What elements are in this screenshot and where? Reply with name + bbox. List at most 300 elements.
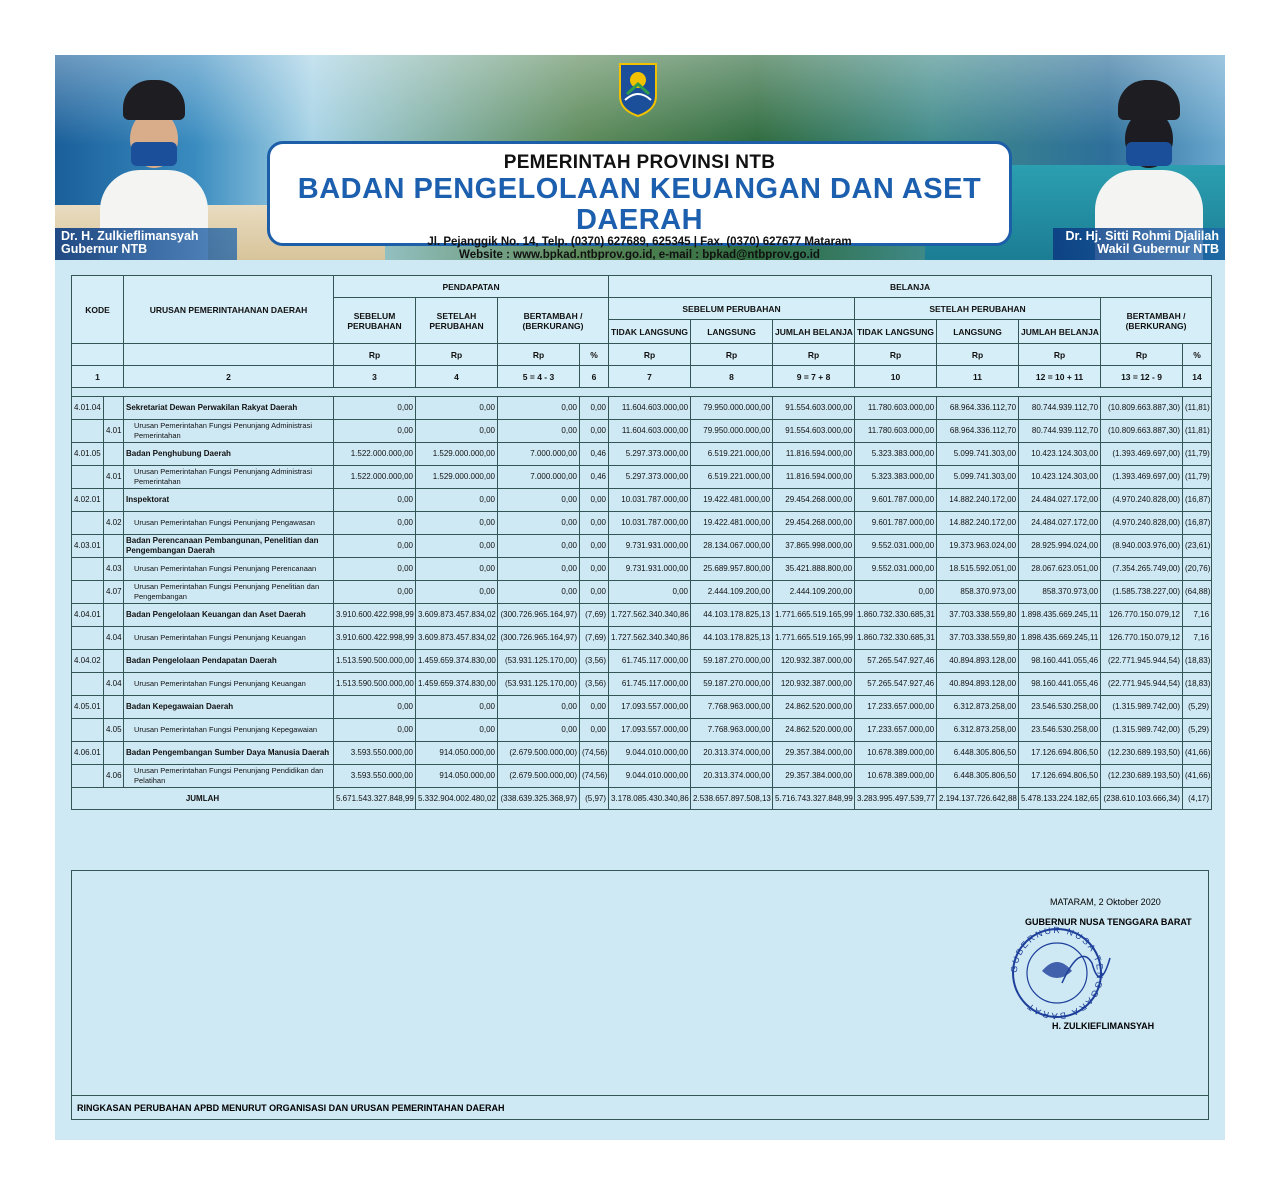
urusan-row xyxy=(72,673,1212,696)
value-cell: 20.313.374.000,00 xyxy=(691,742,773,765)
value-cell: 1.529.000.000,00 xyxy=(416,443,498,466)
spacer-cell xyxy=(72,388,1212,397)
value-cell: 9.731.931.000,00 xyxy=(609,535,691,558)
urusan-name-cell: Urusan Pemerintahan Fungsi Penunjang Administrasi Pemerintahan xyxy=(124,420,334,443)
value-cell: (22.771.945.944,54) xyxy=(1101,650,1183,673)
value-cell: (18,83) xyxy=(1183,650,1212,673)
value-cell: 914.050.000,00 xyxy=(416,765,498,788)
value-cell: 57.265.547.927,46 xyxy=(855,673,937,696)
value-cell: 2.444.109.200,00 xyxy=(773,581,855,604)
organization-row xyxy=(72,535,1212,558)
col-number: 1 xyxy=(72,366,124,388)
value-cell: 0,00 xyxy=(580,558,609,581)
value-cell: 17.093.557.000,00 xyxy=(609,696,691,719)
value-cell: 1.860.732.330.685,31 xyxy=(855,604,937,627)
value-cell: 29.454.268.000,00 xyxy=(773,512,855,535)
page xyxy=(55,55,1225,1140)
total-cell: 5.478.133.224.182,65 xyxy=(1019,788,1101,810)
organization-row xyxy=(72,604,1212,627)
header-pendapatan: PENDAPATAN xyxy=(334,276,609,298)
value-cell: 10.031.787.000,00 xyxy=(609,512,691,535)
value-cell: (1.315.989.742,00) xyxy=(1101,719,1183,742)
total-cell: (5,97) xyxy=(580,788,609,810)
kode-cell: 4.05.01 xyxy=(72,696,104,719)
unit-rp: Rp xyxy=(1101,344,1183,366)
value-cell: 6.312.873.258,00 xyxy=(937,719,1019,742)
value-cell: 914.050.000,00 xyxy=(416,742,498,765)
organization-row xyxy=(72,650,1212,673)
sub-kode-cell xyxy=(104,535,124,558)
urusan-name-cell: Urusan Pemerintahan Fungsi Penunjang Kepegawaian xyxy=(124,719,334,742)
value-cell: 11.604.603.000,00 xyxy=(609,420,691,443)
value-cell: 25.689.957.800,00 xyxy=(691,558,773,581)
unit-rp: Rp xyxy=(937,344,1019,366)
value-cell: (300.726.965.164,97) xyxy=(498,604,580,627)
value-cell: 1.727.562.340.340,86 xyxy=(609,627,691,650)
value-cell: 7.768.963.000,00 xyxy=(691,696,773,719)
value-cell: 24.862.520.000,00 xyxy=(773,696,855,719)
header-tidak-langsung-1: TIDAK LANGSUNG xyxy=(609,320,691,344)
value-cell: 10.678.389.000,00 xyxy=(855,765,937,788)
value-cell: 0,00 xyxy=(498,581,580,604)
total-label: JUMLAH xyxy=(72,788,334,810)
value-cell: 0,00 xyxy=(609,581,691,604)
sub-kode-cell xyxy=(104,489,124,512)
kode-cell: 4.01.05 xyxy=(72,443,104,466)
value-cell: 0,00 xyxy=(498,558,580,581)
value-cell: 0,00 xyxy=(334,581,416,604)
value-cell: (7,69) xyxy=(580,627,609,650)
col-number: 8 xyxy=(691,366,773,388)
col-number: 14 xyxy=(1183,366,1212,388)
value-cell: 6.448.305.806,50 xyxy=(937,742,1019,765)
ntb-logo-icon xyxy=(617,60,659,118)
value-cell: (18,83) xyxy=(1183,673,1212,696)
urusan-row xyxy=(72,466,1212,489)
value-cell: 23.546.530.258,00 xyxy=(1019,696,1101,719)
value-cell: 1.898.435.669.245,11 xyxy=(1019,627,1101,650)
col-number: 4 xyxy=(416,366,498,388)
value-cell: 0,00 xyxy=(498,719,580,742)
total-row xyxy=(72,788,1212,810)
value-cell: 19.422.481.000,00 xyxy=(691,512,773,535)
value-cell: 10.678.389.000,00 xyxy=(855,742,937,765)
value-cell: 0,00 xyxy=(855,581,937,604)
value-cell: 6.519.221.000,00 xyxy=(691,443,773,466)
value-cell: 6.312.873.258,00 xyxy=(937,696,1019,719)
header-belanja: BELANJA xyxy=(609,276,1212,298)
value-cell: 98.160.441.055,46 xyxy=(1019,650,1101,673)
value-cell: 29.357.384.000,00 xyxy=(773,742,855,765)
total-cell: 2.194.137.726.642,88 xyxy=(937,788,1019,810)
urusan-name-cell: Urusan Pemerintahan Fungsi Penunjang Keuangan xyxy=(124,673,334,696)
value-cell: 126.770.150.079,12 xyxy=(1101,604,1183,627)
urusan-row xyxy=(72,719,1212,742)
header-belanja-bertambah: BERTAMBAH / (BERKURANG) xyxy=(1101,298,1212,344)
value-cell: 3.609.873.457.834,02 xyxy=(416,604,498,627)
value-cell: 17.126.694.806,50 xyxy=(1019,765,1101,788)
value-cell: 68.964.336.112,70 xyxy=(937,397,1019,420)
value-cell: 0,00 xyxy=(334,397,416,420)
sub-kode-cell: 4.01 xyxy=(104,420,124,443)
unit-rp: Rp xyxy=(691,344,773,366)
value-cell: (12.230.689.193,50) xyxy=(1101,742,1183,765)
value-cell: 29.357.384.000,00 xyxy=(773,765,855,788)
value-cell: 0,00 xyxy=(334,535,416,558)
value-cell: 0,00 xyxy=(498,489,580,512)
value-cell: 19.422.481.000,00 xyxy=(691,489,773,512)
governor-nametag xyxy=(55,228,237,260)
value-cell: 23.546.530.258,00 xyxy=(1019,719,1101,742)
header-belanja-setelah: SETELAH PERUBAHAN xyxy=(855,298,1101,320)
value-cell: 3.910.600.422.998,99 xyxy=(334,604,416,627)
value-cell: 126.770.150.079,12 xyxy=(1101,627,1183,650)
value-cell: 0,00 xyxy=(580,696,609,719)
value-cell: (53.931.125.170,00) xyxy=(498,673,580,696)
value-cell: 10.423.124.303,00 xyxy=(1019,466,1101,489)
kode-cell xyxy=(72,719,104,742)
agency-address: Jl. Pejanggik No. 14, Telp. (0370) 627689, 625345 | Fax. (0370) 627677 Mataram xyxy=(427,236,852,248)
urusan-row xyxy=(72,420,1212,443)
total-cell: 2.538.657.897.508,13 xyxy=(691,788,773,810)
col-number: 9 = 7 + 8 xyxy=(773,366,855,388)
budget-table-wrapper xyxy=(71,275,1209,868)
value-cell: 0,46 xyxy=(580,466,609,489)
value-cell: 3.910.600.422.998,99 xyxy=(334,627,416,650)
value-cell: 0,00 xyxy=(416,535,498,558)
header-pendapatan-setelah: SETELAH PERUBAHAN xyxy=(416,298,498,344)
value-cell: (74,56) xyxy=(580,765,609,788)
header-belanja-sebelum: SEBELUM PERUBAHAN xyxy=(609,298,855,320)
value-cell: (8.940.003.976,00) xyxy=(1101,535,1183,558)
total-cell: 3.178.085.430.340,86 xyxy=(609,788,691,810)
unit-rp: Rp xyxy=(334,344,416,366)
value-cell: (1.315.989.742,00) xyxy=(1101,696,1183,719)
urusan-row xyxy=(72,581,1212,604)
organization-row xyxy=(72,443,1212,466)
sub-kode-cell xyxy=(104,604,124,627)
value-cell: 40.894.893.128,00 xyxy=(937,650,1019,673)
kode-cell xyxy=(72,466,104,489)
unit-rp: Rp xyxy=(498,344,580,366)
value-cell: 28.134.067.000,00 xyxy=(691,535,773,558)
total-cell: (338.639.325.368,97) xyxy=(498,788,580,810)
value-cell: (1.393.469.697,00) xyxy=(1101,443,1183,466)
sub-kode-cell: 4.01 xyxy=(104,466,124,489)
value-cell: 18.515.592.051,00 xyxy=(937,558,1019,581)
value-cell: 3.609.873.457.834,02 xyxy=(416,627,498,650)
urusan-name-cell: Urusan Pemerintahan Fungsi Penunjang Pendidikan dan Pelatihan xyxy=(124,765,334,788)
total-cell: 5.671.543.327.848,99 xyxy=(334,788,416,810)
sub-kode-cell: 4.03 xyxy=(104,558,124,581)
unit-urusan xyxy=(124,344,334,366)
value-cell: (5,29) xyxy=(1183,719,1212,742)
value-cell: 35.421.888.800,00 xyxy=(773,558,855,581)
urusan-name-cell: Badan Perencanaan Pembangunan, Penelitian dan Pengembangan Daerah xyxy=(124,535,334,558)
value-cell: 5.323.383.000,00 xyxy=(855,466,937,489)
value-cell: 20.313.374.000,00 xyxy=(691,765,773,788)
sub-kode-cell xyxy=(104,742,124,765)
urusan-name-cell: Urusan Pemerintahan Fungsi Penunjang Penelitian dan Pengembangan xyxy=(124,581,334,604)
value-cell: 0,00 xyxy=(498,535,580,558)
sub-kode-cell: 4.02 xyxy=(104,512,124,535)
urusan-name-cell: Badan Pengelolaan Keuangan dan Aset Daerah xyxy=(124,604,334,627)
kode-cell: 4.01.04 xyxy=(72,397,104,420)
unit-rp: Rp xyxy=(416,344,498,366)
sub-kode-cell xyxy=(104,443,124,466)
table-body xyxy=(72,397,1212,788)
value-cell: 5.099.741.303,00 xyxy=(937,443,1019,466)
value-cell: 858.370.973,00 xyxy=(937,581,1019,604)
col-number: 11 xyxy=(937,366,1019,388)
value-cell: 29.454.268.000,00 xyxy=(773,489,855,512)
value-cell: 7,16 xyxy=(1183,627,1212,650)
value-cell: (7.354.265.749,00) xyxy=(1101,558,1183,581)
value-cell: (12.230.689.193,50) xyxy=(1101,765,1183,788)
unit-kode xyxy=(72,344,124,366)
value-cell: (1.585.738.227,00) xyxy=(1101,581,1183,604)
value-cell: 0,00 xyxy=(580,719,609,742)
urusan-row xyxy=(72,765,1212,788)
value-cell: 120.932.387.000,00 xyxy=(773,673,855,696)
sub-kode-cell: 4.04 xyxy=(104,673,124,696)
value-cell: 0,00 xyxy=(334,558,416,581)
col-number: 13 = 12 - 9 xyxy=(1101,366,1183,388)
urusan-row xyxy=(72,627,1212,650)
value-cell: (20,76) xyxy=(1183,558,1212,581)
unit-rp: Rp xyxy=(855,344,937,366)
stamp-text: GUBERNUR NUSA TENGGARA BARAT xyxy=(1008,924,1106,1022)
value-cell: (4.970.240.828,00) xyxy=(1101,489,1183,512)
signer-title: GUBERNUR NUSA TENGGARA BARAT xyxy=(1025,917,1192,927)
urusan-name-cell: Badan Kepegawaian Daerah xyxy=(124,696,334,719)
value-cell: 17.093.557.000,00 xyxy=(609,719,691,742)
value-cell: 3.593.550.000,00 xyxy=(334,742,416,765)
value-cell: 5.323.383.000,00 xyxy=(855,443,937,466)
header-urusan: URUSAN PEMERINTAHANAN DAERAH xyxy=(124,276,334,344)
urusan-name-cell: Badan Pengembangan Sumber Daya Manusia Daerah xyxy=(124,742,334,765)
value-cell: 80.744.939.112,70 xyxy=(1019,397,1101,420)
value-cell: (22.771.945.944,54) xyxy=(1101,673,1183,696)
col-number: 7 xyxy=(609,366,691,388)
value-cell: (4.970.240.828,00) xyxy=(1101,512,1183,535)
unit-pct: % xyxy=(1183,344,1212,366)
value-cell: 10.031.787.000,00 xyxy=(609,489,691,512)
value-cell: 40.894.893.128,00 xyxy=(937,673,1019,696)
agency-title: BADAN PENGELOLAAN KEUANGAN DAN ASET DAERAH xyxy=(297,173,982,236)
value-cell: 17.126.694.806,50 xyxy=(1019,742,1101,765)
value-cell: 14.882.240.172,00 xyxy=(937,489,1019,512)
spacer-row xyxy=(72,388,1212,397)
value-cell: 44.103.178.825,13 xyxy=(691,627,773,650)
value-cell: 11.816.594.000,00 xyxy=(773,466,855,489)
vice-governor-nametag xyxy=(1053,228,1225,260)
value-cell: 0,00 xyxy=(580,581,609,604)
value-cell: 0,00 xyxy=(580,489,609,512)
kode-cell xyxy=(72,673,104,696)
value-cell: 9.552.031.000,00 xyxy=(855,558,937,581)
sub-kode-cell xyxy=(104,696,124,719)
kode-cell xyxy=(72,765,104,788)
value-cell: (5,29) xyxy=(1183,696,1212,719)
header-pendapatan-sebelum: SEBELUM PERUBAHAN xyxy=(334,298,416,344)
value-cell: 1.459.659.374.830,00 xyxy=(416,650,498,673)
header-kode: KODE xyxy=(72,276,124,344)
value-cell: (16,87) xyxy=(1183,489,1212,512)
value-cell: 7.000.000,00 xyxy=(498,466,580,489)
urusan-row xyxy=(72,558,1212,581)
value-cell: 37.703.338.559,80 xyxy=(937,604,1019,627)
value-cell: 61.745.117.000,00 xyxy=(609,673,691,696)
signer-name: H. ZULKIEFLIMANSYAH xyxy=(1052,1021,1155,1031)
value-cell: (23,61) xyxy=(1183,535,1212,558)
value-cell: 0,00 xyxy=(334,512,416,535)
header-pendapatan-bertambah: BERTAMBAH / (BERKURANG) xyxy=(498,298,609,344)
value-cell: 1.898.435.669.245,11 xyxy=(1019,604,1101,627)
value-cell: 5.297.373.000,00 xyxy=(609,466,691,489)
header-langsung-1: LANGSUNG xyxy=(691,320,773,344)
value-cell: 0,00 xyxy=(416,397,498,420)
value-cell: (11,79) xyxy=(1183,443,1212,466)
total-cell: 5.716.743.327.848,99 xyxy=(773,788,855,810)
value-cell: (16,87) xyxy=(1183,512,1212,535)
col-number: 3 xyxy=(334,366,416,388)
value-cell: 0,00 xyxy=(416,489,498,512)
value-cell: 7.768.963.000,00 xyxy=(691,719,773,742)
organization-row xyxy=(72,489,1212,512)
value-cell: 57.265.547.927,46 xyxy=(855,650,937,673)
value-cell: 120.932.387.000,00 xyxy=(773,650,855,673)
value-cell: 1.727.562.340.340,86 xyxy=(609,604,691,627)
col-number: 2 xyxy=(124,366,334,388)
value-cell: 19.373.963.024,00 xyxy=(937,535,1019,558)
value-cell: (3,56) xyxy=(580,673,609,696)
value-cell: 858.370.973,00 xyxy=(1019,581,1101,604)
value-cell: 1.771.665.519.165,99 xyxy=(773,627,855,650)
value-cell: (10.809.663.887,30) xyxy=(1101,420,1183,443)
unit-rp: Rp xyxy=(1019,344,1101,366)
footer-caption: RINGKASAN PERUBAHAN APBD MENURUT ORGANISASI DAN URUSAN PEMERINTAHAN DAERAH xyxy=(77,1103,505,1113)
value-cell: 79.950.000.000,00 xyxy=(691,397,773,420)
value-cell: 98.160.441.055,46 xyxy=(1019,673,1101,696)
unit-row xyxy=(72,344,1212,366)
value-cell: 1.522.000.000,00 xyxy=(334,466,416,489)
value-cell: 0,00 xyxy=(580,397,609,420)
value-cell: 0,00 xyxy=(334,719,416,742)
urusan-name-cell: Urusan Pemerintahan Fungsi Penunjang Keuangan xyxy=(124,627,334,650)
value-cell: 0,00 xyxy=(416,558,498,581)
value-cell: 10.423.124.303,00 xyxy=(1019,443,1101,466)
value-cell: 0,00 xyxy=(334,489,416,512)
value-cell: (7,69) xyxy=(580,604,609,627)
value-cell: 0,00 xyxy=(416,719,498,742)
value-cell: 0,00 xyxy=(498,696,580,719)
value-cell: 0,00 xyxy=(498,512,580,535)
col-number: 6 xyxy=(580,366,609,388)
urusan-name-cell: Sekretariat Dewan Perwakilan Rakyat Daerah xyxy=(124,397,334,420)
value-cell: 1.860.732.330.685,31 xyxy=(855,627,937,650)
sub-kode-cell: 4.04 xyxy=(104,627,124,650)
value-cell: 79.950.000.000,00 xyxy=(691,420,773,443)
value-cell: (11,81) xyxy=(1183,397,1212,420)
sub-kode-cell xyxy=(104,650,124,673)
urusan-name-cell: Urusan Pemerintahan Fungsi Penunjang Perencanaan xyxy=(124,558,334,581)
header-title-box xyxy=(267,141,1012,260)
value-cell: (41,66) xyxy=(1183,742,1212,765)
value-cell: 11.780.603.000,00 xyxy=(855,397,937,420)
governor-role: Gubernur NTB xyxy=(61,242,148,256)
value-cell: 1.513.590.500.000,00 xyxy=(334,673,416,696)
value-cell: (1.393.469.697,00) xyxy=(1101,466,1183,489)
value-cell: 59.187.270.000,00 xyxy=(691,650,773,673)
sub-kode-cell: 4.06 xyxy=(104,765,124,788)
col-number: 12 = 10 + 11 xyxy=(1019,366,1101,388)
value-cell: (10.809.663.887,30) xyxy=(1101,397,1183,420)
value-cell: 0,46 xyxy=(580,443,609,466)
unit-pct: % xyxy=(580,344,609,366)
col-number: 5 = 4 - 3 xyxy=(498,366,580,388)
value-cell: 44.103.178.825,13 xyxy=(691,604,773,627)
total-cell: (238.610.103.666,34) xyxy=(1101,788,1183,810)
budget-table xyxy=(71,275,1212,810)
value-cell: 3.593.550.000,00 xyxy=(334,765,416,788)
kode-cell: 4.06.01 xyxy=(72,742,104,765)
kode-cell: 4.04.02 xyxy=(72,650,104,673)
header-tidak-langsung-2: TIDAK LANGSUNG xyxy=(855,320,937,344)
value-cell: 17.233.657.000,00 xyxy=(855,696,937,719)
total-cell: (4,17) xyxy=(1183,788,1212,810)
organization-row xyxy=(72,742,1212,765)
value-cell: 0,00 xyxy=(416,420,498,443)
value-cell: (2.679.500.000,00) xyxy=(498,765,580,788)
kode-cell xyxy=(72,558,104,581)
value-cell: 11.816.594.000,00 xyxy=(773,443,855,466)
value-cell: 7,16 xyxy=(1183,604,1212,627)
value-cell: 1.529.000.000,00 xyxy=(416,466,498,489)
sub-kode-cell: 4.07 xyxy=(104,581,124,604)
value-cell: 5.297.373.000,00 xyxy=(609,443,691,466)
organization-row xyxy=(72,696,1212,719)
value-cell: (64,88) xyxy=(1183,581,1212,604)
kode-cell xyxy=(72,627,104,650)
header-jumlah-belanja-1: JUMLAH BELANJA xyxy=(773,320,855,344)
value-cell: (300.726.965.164,97) xyxy=(498,627,580,650)
value-cell: 1.522.000.000,00 xyxy=(334,443,416,466)
col-number: 10 xyxy=(855,366,937,388)
value-cell: 0,00 xyxy=(416,512,498,535)
value-cell: 91.554.603.000,00 xyxy=(773,420,855,443)
kode-cell xyxy=(72,420,104,443)
value-cell: 24.862.520.000,00 xyxy=(773,719,855,742)
value-cell: 6.448.305.806,50 xyxy=(937,765,1019,788)
urusan-name-cell: Urusan Pemerintahan Fungsi Penunjang Pengawasan xyxy=(124,512,334,535)
signature-date: MATARAM, 2 Oktober 2020 xyxy=(1050,897,1161,907)
value-cell: 7.000.000,00 xyxy=(498,443,580,466)
value-cell: (53.931.125.170,00) xyxy=(498,650,580,673)
value-cell: 1.459.659.374.830,00 xyxy=(416,673,498,696)
value-cell: 0,00 xyxy=(498,420,580,443)
kode-cell: 4.04.01 xyxy=(72,604,104,627)
kode-cell: 4.03.01 xyxy=(72,535,104,558)
vice-governor-name: Dr. Hj. Sitti Rohmi Djalilah xyxy=(1065,229,1219,243)
column-number-row xyxy=(72,366,1212,388)
urusan-name-cell: Badan Penghubung Daerah xyxy=(124,443,334,466)
footer-divider xyxy=(71,1095,1209,1096)
agency-website: Website : www.bpkad.ntbprov.go.id, e-mail : bpkad@ntbprov.go.id xyxy=(459,249,820,260)
value-cell: 0,00 xyxy=(580,420,609,443)
governor-name: Dr. H. Zulkieflimansyah xyxy=(61,229,199,243)
value-cell: (11,79) xyxy=(1183,466,1212,489)
